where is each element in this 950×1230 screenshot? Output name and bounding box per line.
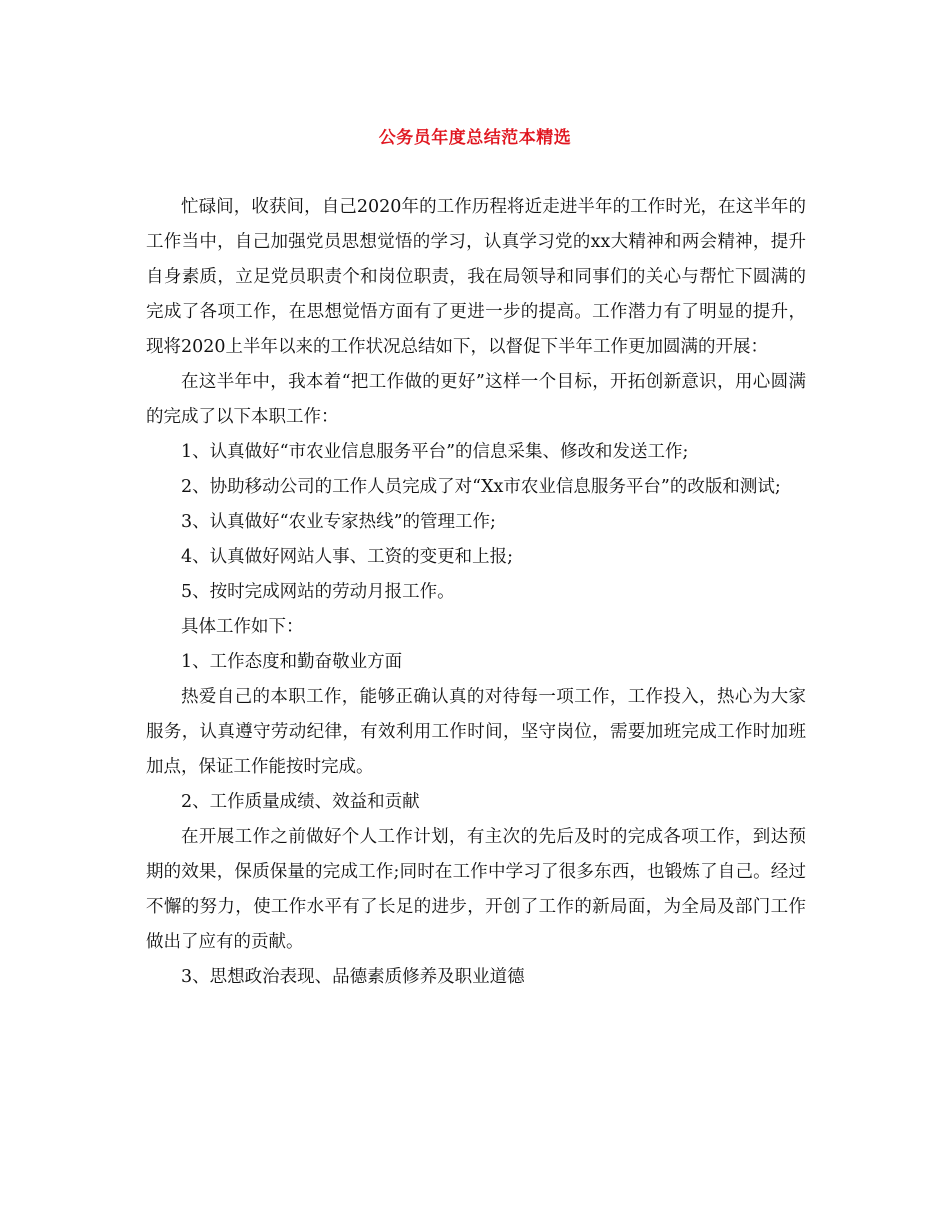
paragraph-goal: 在这半年中，我本着“把工作做的更好”这样一个目标，开拓创新意识，用心圆满的完成了以下本职工作： <box>146 372 806 427</box>
section-heading: 2、工作质量成绩、效益和贡献 <box>181 792 420 812</box>
list-item: 3、认真做好“农业专家热线”的管理工作; <box>181 512 496 532</box>
section-heading: 1、工作态度和勤奋敬业方面 <box>181 652 403 672</box>
list-item: 5、按时完成网站的劳动月报工作。 <box>181 582 455 602</box>
section-paragraph: 热爱自己的本职工作，能够正确认真的对待每一项工作，工作投入，热心为大家服务，认真遵守劳动纪律，有效利用工作时间，坚守岗位，需要加班完成工作时加班加点，保证工作能按时完成。 <box>146 687 806 777</box>
document-body <box>146 190 806 995</box>
list-item: 4、认真做好网站人事、工资的变更和上报; <box>181 547 514 567</box>
section-intro: 具体工作如下： <box>181 617 304 637</box>
section-heading: 3、思想政治表现、品德素质修养及职业道德 <box>181 967 525 987</box>
document-title: 公务员年度总结范本精选 <box>378 128 572 148</box>
list-item: 2、协助移动公司的工作人员完成了对“Xx市农业信息服务平台”的改版和测试; <box>181 477 781 497</box>
paragraph-intro: 忙碌间，收获间，自己2020年的工作历程将近走进半年的工作时光，在这半年的工作当中，自己加强党员思想觉悟的学习，认真学习党的xx大精神和两会精神，提升自身素质，立足党员职责个和岗位职责，我在局领导和同事们的关心与帮忙下圆满的完成了各项工作，在思想觉悟方面有了更进一步的提高。工作潜力有了明显的提升，现将2020上半年以来的工作状况总结如下，以督促下半年工作更加圆满的开展： <box>146 197 806 357</box>
section-paragraph: 在开展工作之前做好个人工作计划，有主次的先后及时的完成各项工作，到达预期的效果，保质保量的完成工作;同时在工作中学习了很多东西，也锻炼了自己。经过不懈的努力，使工作水平有了长足的进步，开创了工作的新局面，为全局及部门工作做出了应有的贡献。 <box>146 827 806 952</box>
list-item: 1、认真做好“市农业信息服务平台”的信息采集、修改和发送工作; <box>181 442 689 462</box>
